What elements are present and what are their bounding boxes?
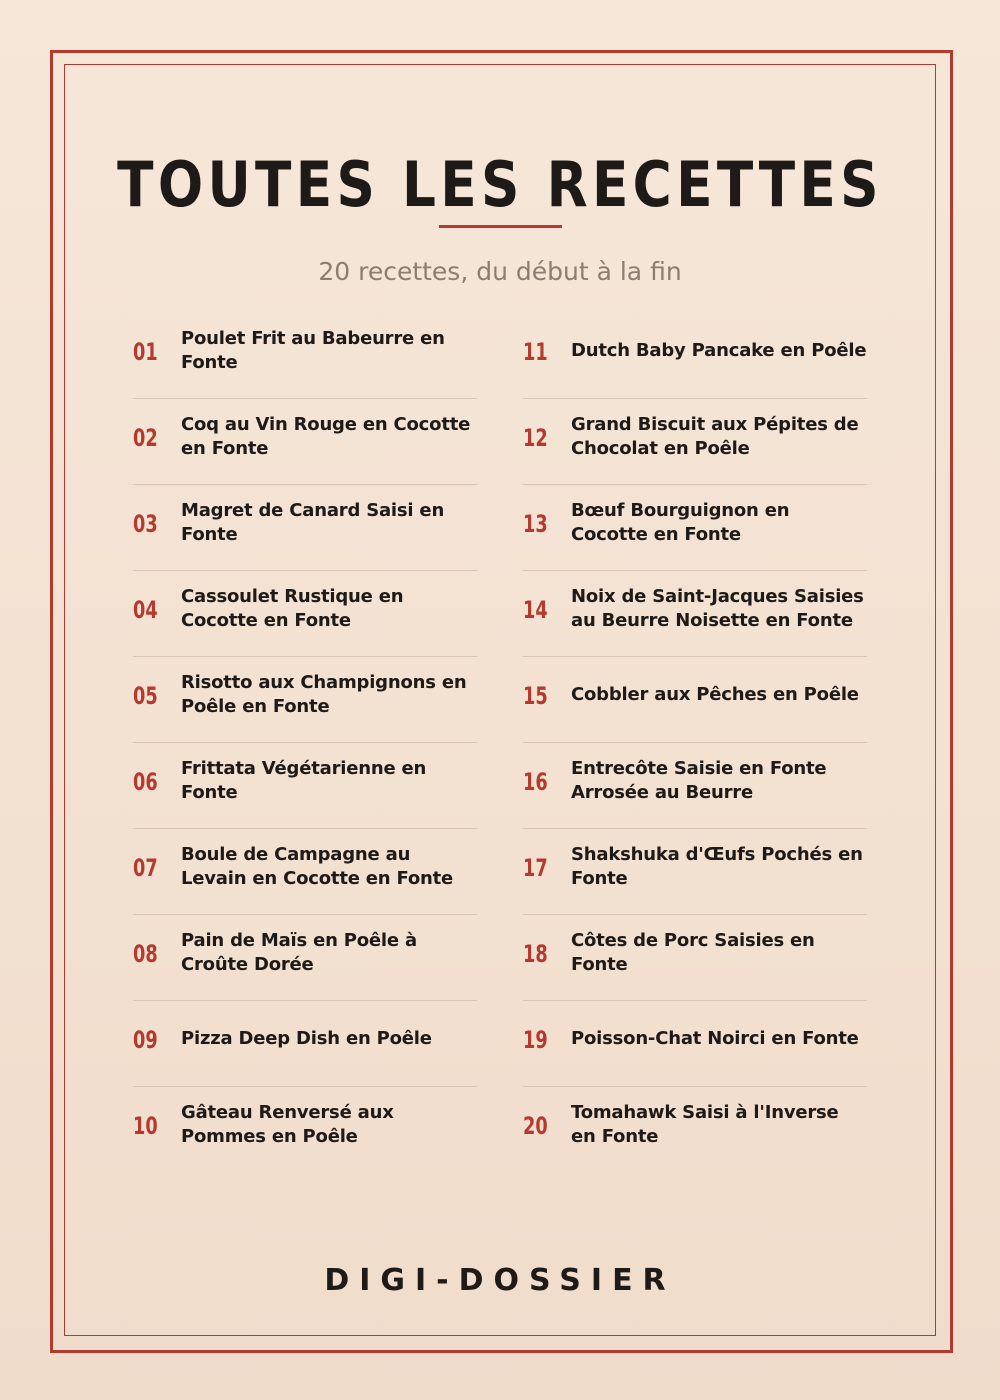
recipe-item xyxy=(133,312,477,398)
recipe-number: 10 xyxy=(133,1112,158,1140)
recipe-name: Risotto aux Champignons en Poêle en Fonte xyxy=(181,671,467,717)
recipe-item xyxy=(523,742,867,828)
brand-footer: DIGI-DOSSIER xyxy=(324,1263,676,1298)
recipe-name: Gâteau Renversé aux Pommes en Poêle xyxy=(181,1101,394,1147)
recipe-item xyxy=(523,1086,867,1172)
recipe-name: Dutch Baby Pancake en Poêle xyxy=(571,339,867,361)
recipe-column-left xyxy=(133,312,477,1172)
recipe-name: Noix de Saint-Jacques Saisies au Beurre Noisette en Fonte xyxy=(571,585,864,631)
recipe-number: 07 xyxy=(133,854,158,882)
recipe-number: 15 xyxy=(523,682,548,710)
recipe-item xyxy=(133,656,477,742)
page-title: TOUTES LES RECETTES xyxy=(117,148,883,221)
recipe-item xyxy=(133,742,477,828)
recipe-item xyxy=(523,484,867,570)
recipe-item xyxy=(523,1000,867,1086)
recipe-number: 13 xyxy=(523,510,548,538)
recipe-number: 03 xyxy=(133,510,158,538)
recipe-item xyxy=(523,570,867,656)
recipe-item xyxy=(523,398,867,484)
title-underline xyxy=(439,225,562,228)
recipe-name: Shakshuka d'Œufs Pochés en Fonte xyxy=(571,843,863,889)
recipe-name: Poisson-Chat Noirci en Fonte xyxy=(571,1027,859,1049)
recipe-name: Pizza Deep Dish en Poêle xyxy=(181,1027,432,1049)
page-subtitle: 20 recettes, du début à la fin xyxy=(318,257,682,286)
recipe-item xyxy=(523,828,867,914)
recipe-number: 04 xyxy=(133,596,158,624)
recipe-name: Entrecôte Saisie en Fonte Arrosée au Beurre xyxy=(571,757,827,803)
recipe-number: 16 xyxy=(523,768,548,796)
recipe-item xyxy=(133,914,477,1000)
recipe-item xyxy=(523,914,867,1000)
recipe-name: Boule de Campagne au Levain en Cocotte en Fonte xyxy=(181,843,454,889)
recipe-name: Cobbler aux Pêches en Poêle xyxy=(571,683,859,705)
recipe-number: 11 xyxy=(523,338,548,366)
recipe-name: Grand Biscuit aux Pépites de Chocolat en Poêle xyxy=(571,413,859,459)
recipe-name: Côtes de Porc Saisies en Fonte xyxy=(571,929,815,975)
recipe-name: Coq au Vin Rouge en Cocotte en Fonte xyxy=(181,413,471,459)
recipe-number: 17 xyxy=(523,854,548,882)
recipe-name: Tomahawk Saisi à l'Inverse en Fonte xyxy=(571,1101,839,1147)
recipe-number: 20 xyxy=(523,1112,548,1140)
recipe-item xyxy=(133,398,477,484)
recipe-item xyxy=(523,312,867,398)
recipe-name: Frittata Végétarienne en Fonte xyxy=(181,757,427,803)
recipe-number: 18 xyxy=(523,940,548,968)
recipe-name: Poulet Frit au Babeurre en Fonte xyxy=(181,327,445,373)
recipe-number: 06 xyxy=(133,768,158,796)
recipe-item xyxy=(133,1086,477,1172)
recipe-name: Pain de Maïs en Poêle à Croûte Dorée xyxy=(181,929,417,975)
recipe-number: 19 xyxy=(523,1026,548,1054)
recipe-item xyxy=(133,570,477,656)
recipe-number: 09 xyxy=(133,1026,158,1054)
recipe-number: 05 xyxy=(133,682,158,710)
recipe-name: Bœuf Bourguignon en Cocotte en Fonte xyxy=(571,499,790,545)
recipe-item xyxy=(523,656,867,742)
recipe-column-right xyxy=(523,312,867,1172)
recipe-item xyxy=(133,484,477,570)
recipe-number: 02 xyxy=(133,424,158,452)
recipe-number: 12 xyxy=(523,424,548,452)
recipe-number: 08 xyxy=(133,940,158,968)
recipe-name: Cassoulet Rustique en Cocotte en Fonte xyxy=(181,585,404,631)
recipe-item xyxy=(133,1000,477,1086)
recipe-number: 14 xyxy=(523,596,548,624)
recipe-number: 01 xyxy=(133,338,158,366)
recipe-name: Magret de Canard Saisi en Fonte xyxy=(181,499,445,545)
recipe-item xyxy=(133,828,477,914)
